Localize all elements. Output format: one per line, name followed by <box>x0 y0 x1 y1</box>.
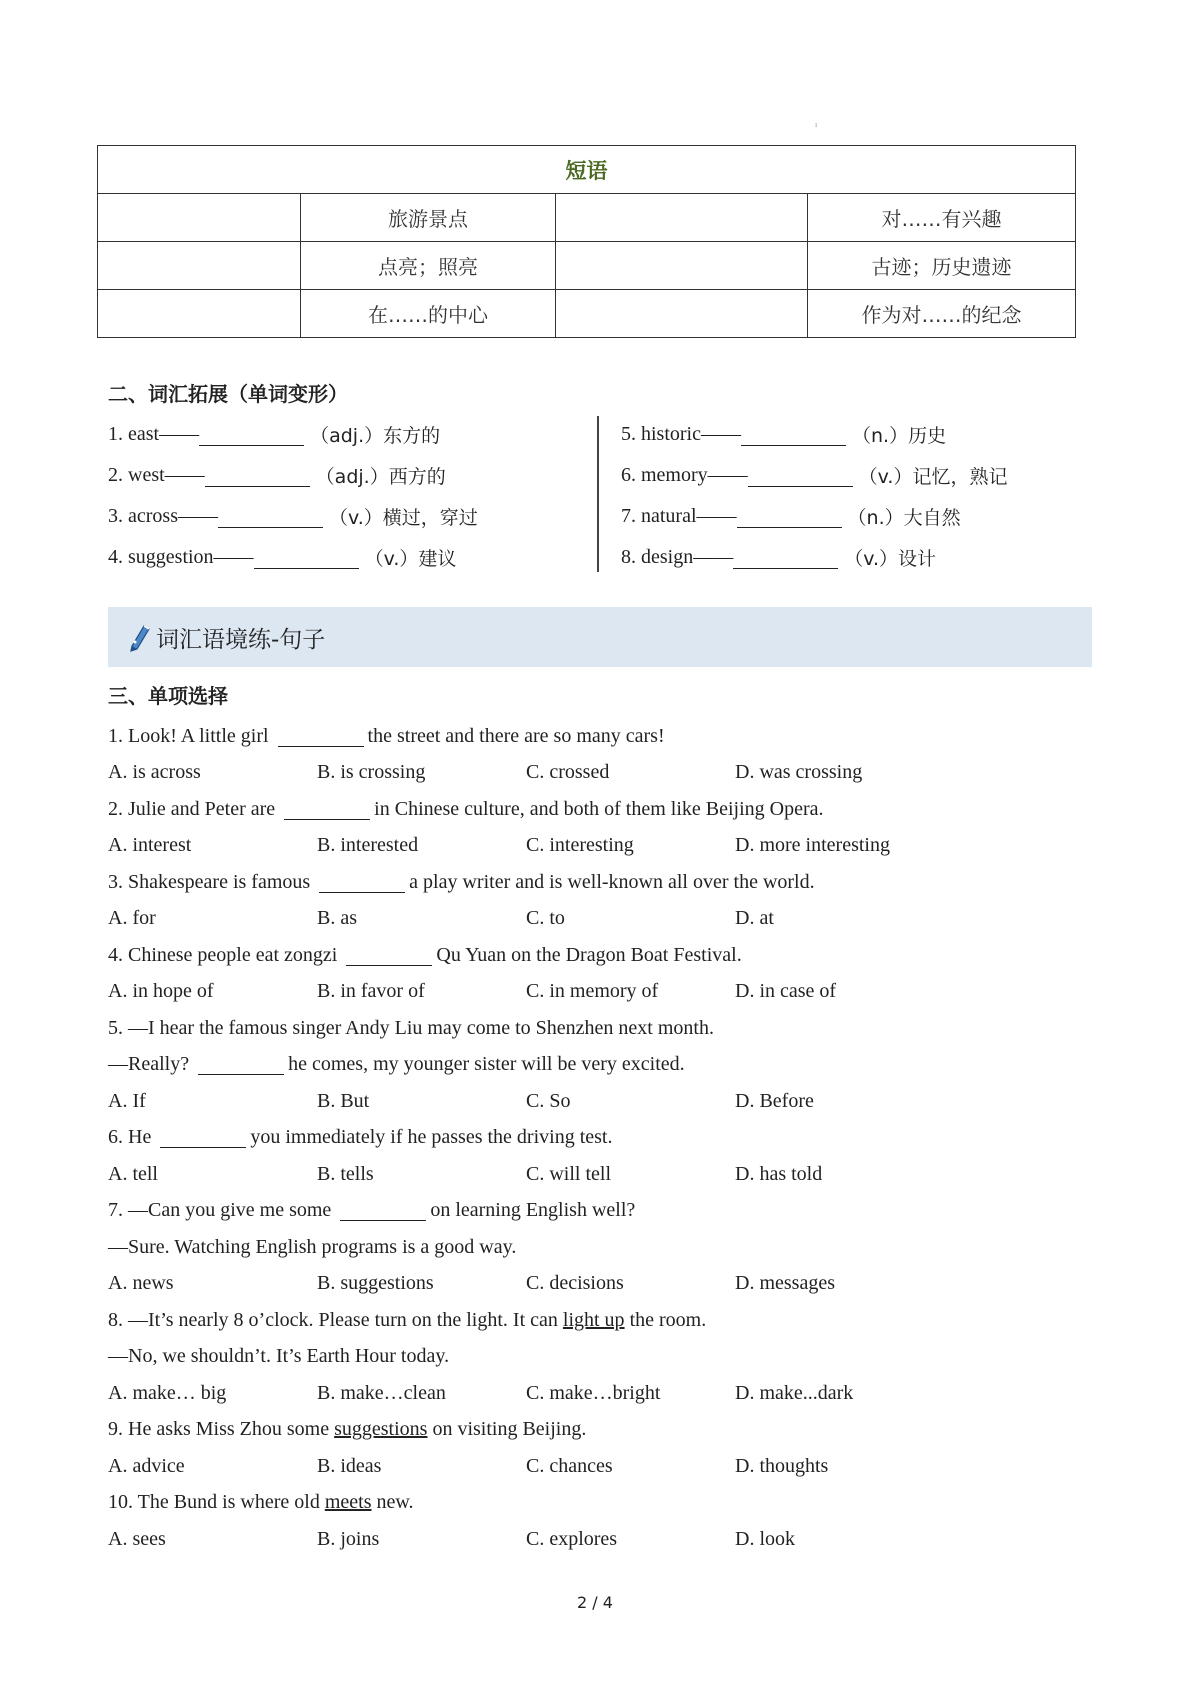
option-b[interactable]: B. ideas <box>317 1454 382 1477</box>
answer-blank[interactable] <box>346 945 432 966</box>
option-d[interactable]: D. thoughts <box>735 1454 829 1477</box>
phrase-english-cell[interactable] <box>98 290 301 338</box>
option-d[interactable]: D. look <box>735 1527 795 1550</box>
options-row <box>108 901 1068 938</box>
phrase-english-cell[interactable] <box>556 194 808 242</box>
column-divider <box>597 416 599 572</box>
option-a[interactable]: A. tell <box>108 1162 158 1185</box>
option-c[interactable]: C. to <box>526 907 565 930</box>
answer-blank[interactable] <box>319 872 405 893</box>
answer-blank[interactable] <box>205 464 310 487</box>
question-stem <box>108 1120 1068 1157</box>
question-text: you immediately if he passes the driving test. <box>250 1126 613 1149</box>
phrase-chinese-cell: 古迹；历史遗迹 <box>808 242 1076 290</box>
option-a[interactable]: A. sees <box>108 1527 166 1550</box>
options-row <box>108 974 1068 1011</box>
page-number: 2 / 4 <box>577 1593 613 1612</box>
question-text: the room. <box>624 1308 707 1331</box>
answer-blank[interactable] <box>737 505 842 528</box>
answer-blank[interactable] <box>340 1200 426 1221</box>
option-a[interactable]: A. news <box>108 1272 174 1295</box>
stray-mark: ı <box>815 120 818 129</box>
question-text: —Sure. Watching English programs is a good way. <box>108 1235 517 1258</box>
option-c[interactable]: C. chances <box>526 1454 613 1477</box>
answer-blank[interactable] <box>160 1127 246 1148</box>
option-a[interactable]: A. advice <box>108 1454 185 1477</box>
option-d[interactable]: D. was crossing <box>735 761 863 784</box>
question-text: new. <box>371 1491 414 1514</box>
question-stem <box>108 1047 1068 1084</box>
option-d[interactable]: D. make...dark <box>735 1381 854 1404</box>
question-stem <box>108 1193 1068 1230</box>
mcq-list <box>108 718 1068 1558</box>
options-row <box>108 828 1068 865</box>
option-b[interactable]: B. is crossing <box>317 761 426 784</box>
phrase-table <box>97 145 1076 338</box>
options-row <box>108 1266 1068 1303</box>
question-text: 9. He asks Miss Zhou some <box>108 1418 335 1441</box>
option-d[interactable]: D. has told <box>735 1162 823 1185</box>
word-form-meaning: （adj.）东方的 <box>310 425 441 447</box>
phrase-english-cell[interactable] <box>98 242 301 290</box>
options-row <box>108 1521 1068 1558</box>
phrase-english-cell[interactable] <box>556 242 808 290</box>
answer-blank[interactable] <box>284 799 370 820</box>
word-form-meaning: （v.）建议 <box>364 548 457 570</box>
question-text: on learning English well? <box>430 1199 636 1222</box>
options-row <box>108 1448 1068 1485</box>
question-stem <box>108 864 1068 901</box>
phrase-chinese-cell: 点亮；照亮 <box>301 242 556 290</box>
question-text: 2. Julie and Peter are <box>108 797 281 820</box>
underlined-phrase: suggestions <box>334 1418 428 1441</box>
option-a[interactable]: A. for <box>108 907 156 930</box>
option-b[interactable]: B. suggestions <box>317 1272 434 1295</box>
question-stem <box>108 1010 1068 1047</box>
option-a[interactable]: A. interest <box>108 834 192 857</box>
banner-title: 词汇语境练-句子 <box>156 626 326 653</box>
phrase-chinese-cell: 旅游景点 <box>301 194 556 242</box>
answer-blank[interactable] <box>748 464 853 487</box>
underlined-phrase: meets <box>324 1491 372 1514</box>
question-stem <box>108 1229 1068 1266</box>
option-a[interactable]: A. If <box>108 1089 146 1112</box>
word-form-prompt: 4. suggestion—— <box>108 546 254 568</box>
option-a[interactable]: A. in hope of <box>108 980 214 1003</box>
list-item <box>621 537 1007 578</box>
word-form-meaning: （n.）历史 <box>852 425 947 447</box>
option-c[interactable]: C. make…bright <box>526 1381 661 1404</box>
question-text: Qu Yuan on the Dragon Boat Festival. <box>436 943 742 966</box>
phrase-english-cell[interactable] <box>98 194 301 242</box>
question-text: 1. Look! A little girl <box>108 724 274 747</box>
question-stem <box>108 1302 1068 1339</box>
list-item <box>108 455 478 496</box>
option-c[interactable]: C. So <box>526 1089 571 1112</box>
option-d[interactable]: D. more interesting <box>735 834 890 857</box>
word-form-prompt: 6. memory—— <box>621 464 748 486</box>
list-item <box>108 537 478 578</box>
option-b[interactable]: B. But <box>317 1089 370 1112</box>
phrase-chinese-cell: 作为对……的纪念 <box>808 290 1076 338</box>
option-b[interactable]: B. joins <box>317 1527 380 1550</box>
option-b[interactable]: B. as <box>317 907 357 930</box>
option-b[interactable]: B. interested <box>317 834 419 857</box>
question-text: 6. He <box>108 1126 157 1149</box>
question-text: —Really? <box>108 1053 195 1076</box>
answer-blank[interactable] <box>733 546 838 569</box>
question-text: 8. —It’s nearly 8 o’clock. Please turn on the light. It can <box>108 1308 563 1331</box>
table-row <box>98 194 1076 242</box>
question-stem <box>108 1339 1068 1376</box>
option-c[interactable]: C. interesting <box>526 834 634 857</box>
question-text: in Chinese culture, and both of them like Beijing Opera. <box>374 797 824 820</box>
pencil-icon <box>126 622 152 652</box>
table-row <box>98 290 1076 338</box>
word-form-prompt: 1. east—— <box>108 423 200 445</box>
option-d[interactable]: D. messages <box>735 1272 835 1295</box>
option-b[interactable]: B. in favor of <box>317 980 425 1003</box>
options-row <box>108 1375 1068 1412</box>
question-text: —No, we shouldn’t. It’s Earth Hour today. <box>108 1345 450 1368</box>
word-form-prompt: 5. historic—— <box>621 423 741 445</box>
underlined-phrase: light up <box>562 1308 625 1331</box>
word-form-prompt: 8. design—— <box>621 546 734 568</box>
question-text: 4. Chinese people eat zongzi <box>108 943 343 966</box>
question-stem <box>108 1412 1068 1449</box>
word-forms-heading: 二、词汇拓展（单词变形） <box>108 382 348 406</box>
option-c[interactable]: C. will tell <box>526 1162 611 1185</box>
option-d[interactable]: D. at <box>735 907 774 930</box>
option-c[interactable]: C. crossed <box>526 761 610 784</box>
option-c[interactable]: C. explores <box>526 1527 618 1550</box>
question-text: 7. —Can you give me some <box>108 1199 337 1222</box>
question-stem <box>108 791 1068 828</box>
options-row <box>108 755 1068 792</box>
word-form-meaning: （v.）记忆，熟记 <box>858 466 1008 488</box>
list-item <box>621 455 1007 496</box>
word-form-meaning: （v.）设计 <box>844 548 937 570</box>
phrase-english-cell[interactable] <box>556 290 808 338</box>
option-a[interactable]: A. is across <box>108 761 201 784</box>
list-item <box>621 414 1007 455</box>
phrase-chinese-cell: 对……有兴趣 <box>808 194 1076 242</box>
question-text: 5. —I hear the famous singer Andy Liu may come to Shenzhen next month. <box>108 1016 714 1039</box>
list-item <box>108 414 478 455</box>
option-a[interactable]: A. make… big <box>108 1381 227 1404</box>
word-form-meaning: （v.）横过，穿过 <box>328 507 478 529</box>
question-text: he comes, my younger sister will be very excited. <box>288 1053 685 1076</box>
question-text: the street and there are so many cars! <box>367 724 665 747</box>
word-form-prompt: 7. natural—— <box>621 505 737 527</box>
options-row <box>108 1156 1068 1193</box>
table-row <box>98 242 1076 290</box>
list-item <box>621 496 1007 537</box>
question-stem <box>108 937 1068 974</box>
option-d[interactable]: D. in case of <box>735 980 837 1003</box>
option-d[interactable]: D. Before <box>735 1089 814 1112</box>
answer-blank[interactable] <box>199 423 304 446</box>
section-banner <box>108 607 1092 667</box>
word-form-meaning: （n.）大自然 <box>847 507 961 529</box>
option-b[interactable]: B. make…clean <box>317 1381 446 1404</box>
mcq-heading: 三、单项选择 <box>108 684 228 708</box>
word-form-meaning: （adj.）西方的 <box>315 466 446 488</box>
question-stem <box>108 1485 1068 1522</box>
option-c[interactable]: C. in memory of <box>526 980 659 1003</box>
question-text: on visiting Beijing. <box>427 1418 587 1441</box>
phrase-chinese-cell: 在……的中心 <box>301 290 556 338</box>
question-text: 10. The Bund is where old <box>108 1491 325 1514</box>
word-forms-left-column <box>108 414 478 578</box>
question-text: 3. Shakespeare is famous <box>108 870 316 893</box>
question-stem <box>108 718 1068 755</box>
list-item <box>108 496 478 537</box>
question-text: a play writer and is well-known all over the world. <box>409 870 815 893</box>
word-forms-right-column <box>621 414 1007 578</box>
options-row <box>108 1083 1068 1120</box>
answer-blank[interactable] <box>278 726 364 747</box>
option-b[interactable]: B. tells <box>317 1162 374 1185</box>
word-form-prompt: 3. across—— <box>108 505 218 527</box>
phrase-table-title: 短语 <box>98 146 1076 194</box>
answer-blank[interactable] <box>198 1054 284 1075</box>
answer-blank[interactable] <box>254 546 359 569</box>
answer-blank[interactable] <box>741 423 846 446</box>
word-form-prompt: 2. west—— <box>108 464 205 486</box>
option-c[interactable]: C. decisions <box>526 1272 624 1295</box>
answer-blank[interactable] <box>218 505 323 528</box>
